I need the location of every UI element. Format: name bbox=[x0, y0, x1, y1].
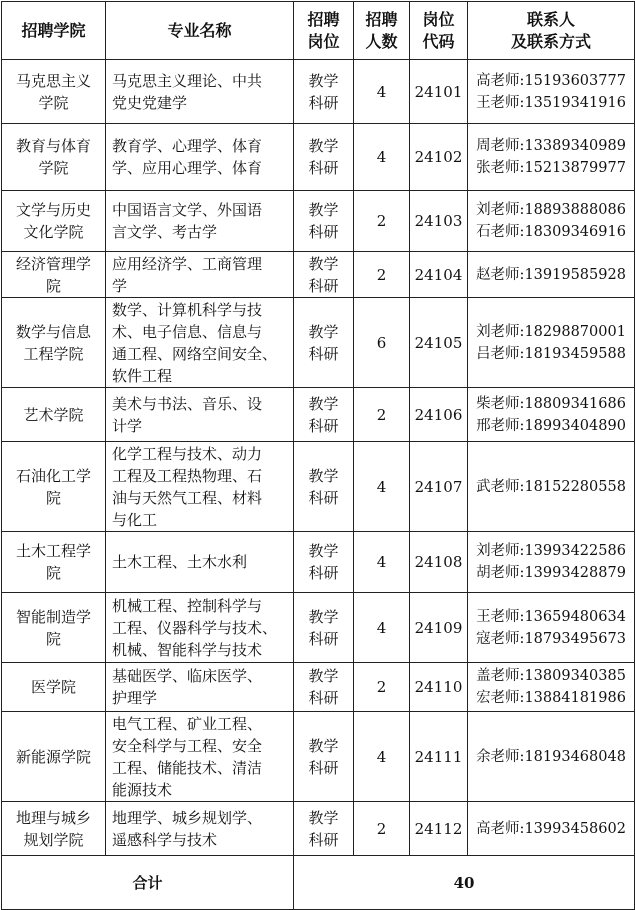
contact-cell bbox=[468, 532, 635, 593]
major-cell-line: 数学、计算机科学与技 bbox=[112, 300, 263, 319]
contact-cell-line: 邢老师:18993404890 bbox=[476, 417, 626, 434]
position-cell bbox=[294, 532, 354, 593]
college-cell-line: 地理与城乡 bbox=[15, 808, 91, 827]
contact-cell-line: 周老师:13389340989 bbox=[476, 138, 626, 154]
header-position bbox=[294, 2, 354, 60]
position-cell-line: 教学 bbox=[308, 394, 339, 413]
contact-cell bbox=[468, 802, 635, 856]
header-contact-line: 联系人 bbox=[526, 9, 575, 29]
contact-cell bbox=[468, 191, 635, 252]
major-cell-line: 工程、储能技术、清洁 bbox=[112, 758, 263, 777]
college-cell-line: 工程学院 bbox=[23, 344, 84, 363]
header-count-line: 招聘 bbox=[365, 9, 398, 29]
college-cell-line: 院 bbox=[45, 488, 61, 507]
position-cell-line: 教学 bbox=[308, 71, 339, 90]
code-cell: 24107 bbox=[410, 442, 468, 532]
major-cell bbox=[106, 60, 294, 124]
college-cell bbox=[2, 663, 106, 712]
college-cell bbox=[2, 442, 106, 532]
total-row bbox=[2, 856, 635, 910]
college-cell-line: 院 bbox=[45, 276, 61, 295]
table-row bbox=[2, 388, 635, 442]
major-cell-line: 学、应用心理学、体育 bbox=[112, 159, 263, 177]
count-cell: 4 bbox=[354, 532, 410, 593]
contact-cell-line: 余老师:18193468048 bbox=[476, 748, 626, 765]
header-count-line: 人数 bbox=[365, 31, 398, 51]
code-cell: 24105 bbox=[410, 298, 468, 388]
college-cell-line: 马克思主义 bbox=[15, 71, 91, 90]
contact-cell bbox=[468, 442, 635, 532]
position-cell-line: 教学 bbox=[308, 254, 339, 273]
college-cell-line: 文化学院 bbox=[23, 223, 84, 241]
contact-cell-line: 胡老师:13993428879 bbox=[476, 565, 626, 581]
table-body bbox=[2, 60, 635, 856]
position-cell-line: 科研 bbox=[308, 416, 339, 435]
college-cell bbox=[2, 60, 106, 124]
major-cell-line: 中国语言文学、外国语 bbox=[112, 201, 263, 219]
table-row bbox=[2, 663, 635, 712]
position-cell bbox=[294, 191, 354, 252]
position-cell-line: 教学 bbox=[308, 607, 339, 626]
table-row bbox=[2, 532, 635, 593]
college-cell-line: 智能制造学 bbox=[15, 607, 91, 626]
count-cell: 4 bbox=[354, 442, 410, 532]
header-code-line: 岗位 bbox=[422, 9, 455, 29]
position-cell bbox=[294, 124, 354, 191]
college-cell bbox=[2, 593, 106, 663]
contact-cell-line: 宏老师:13884181986 bbox=[476, 690, 626, 706]
major-cell bbox=[106, 191, 294, 252]
position-cell-line: 科研 bbox=[308, 629, 339, 648]
major-cell bbox=[106, 802, 294, 856]
major-cell bbox=[106, 532, 294, 593]
contact-cell-line: 赵老师:13919585928 bbox=[476, 266, 626, 283]
college-cell-line: 学院 bbox=[38, 159, 69, 177]
position-cell-line: 科研 bbox=[308, 830, 339, 849]
contact-cell-line: 武老师:18152280558 bbox=[476, 478, 626, 495]
major-cell bbox=[106, 252, 294, 298]
major-cell bbox=[106, 663, 294, 712]
college-cell-line: 院 bbox=[45, 629, 61, 648]
code-cell: 24101 bbox=[410, 60, 468, 124]
table-row bbox=[2, 298, 635, 388]
contact-cell-line: 高老师:13993458602 bbox=[476, 820, 626, 837]
contact-cell bbox=[468, 663, 635, 712]
college-cell-line: 学院 bbox=[38, 93, 69, 112]
major-cell bbox=[106, 442, 294, 532]
table-row bbox=[2, 712, 635, 802]
major-cell-line: 学 bbox=[112, 276, 128, 295]
major-cell-line: 油与天然气工程、材料 bbox=[112, 488, 263, 507]
contact-cell bbox=[468, 712, 635, 802]
contact-cell bbox=[468, 593, 635, 663]
major-cell-line: 软件工程 bbox=[112, 366, 173, 385]
major-cell bbox=[106, 388, 294, 442]
college-cell-line: 经济管理学 bbox=[15, 254, 91, 273]
college-cell bbox=[2, 532, 106, 593]
position-cell bbox=[294, 60, 354, 124]
contact-cell bbox=[468, 252, 635, 298]
count-cell: 2 bbox=[354, 663, 410, 712]
major-cell-line: 教育学、心理学、体育 bbox=[112, 137, 263, 155]
college-cell-line: 医学院 bbox=[30, 678, 76, 696]
count-cell: 4 bbox=[354, 712, 410, 802]
position-cell-line: 教学 bbox=[308, 542, 339, 560]
code-cell: 24109 bbox=[410, 593, 468, 663]
major-cell-line: 术、电子信息、信息与 bbox=[112, 322, 263, 341]
college-cell-line: 数学与信息 bbox=[15, 322, 91, 341]
recruitment-table bbox=[1, 1, 635, 910]
major-cell bbox=[106, 593, 294, 663]
major-cell-line: 遥感科学与技术 bbox=[112, 830, 218, 849]
header-contact-line: 及联系方式 bbox=[510, 31, 591, 51]
code-cell: 24112 bbox=[410, 802, 468, 856]
position-cell bbox=[294, 802, 354, 856]
position-cell-line: 科研 bbox=[308, 689, 339, 707]
position-cell-line: 教学 bbox=[308, 201, 339, 219]
position-cell-line: 教学 bbox=[308, 736, 339, 755]
major-cell-line: 工程及工程热物理、石 bbox=[112, 466, 263, 485]
major-cell-line: 化学工程与技术、动力 bbox=[112, 444, 263, 463]
position-cell-line: 科研 bbox=[308, 159, 339, 177]
position-cell-line: 教学 bbox=[308, 667, 339, 685]
college-cell bbox=[2, 712, 106, 802]
position-cell bbox=[294, 442, 354, 532]
position-cell-line: 科研 bbox=[308, 758, 339, 777]
contact-cell bbox=[468, 60, 635, 124]
header-position-line: 岗位 bbox=[307, 31, 340, 51]
position-cell-line: 科研 bbox=[308, 93, 339, 112]
code-cell: 24106 bbox=[410, 388, 468, 442]
college-cell-line: 石油化工学 bbox=[15, 466, 91, 485]
college-cell bbox=[2, 802, 106, 856]
college-cell-line: 新能源学院 bbox=[15, 747, 91, 766]
college-cell-line: 院 bbox=[45, 564, 61, 582]
count-cell: 6 bbox=[354, 298, 410, 388]
total-value: 40 bbox=[294, 856, 635, 910]
position-cell bbox=[294, 298, 354, 388]
college-cell-line: 规划学院 bbox=[23, 830, 84, 849]
total-label: 合计 bbox=[2, 856, 294, 910]
contact-cell-line: 王老师:13659480634 bbox=[476, 608, 626, 625]
code-cell: 24110 bbox=[410, 663, 468, 712]
table-row bbox=[2, 60, 635, 124]
position-cell-line: 科研 bbox=[308, 564, 339, 582]
code-cell: 24102 bbox=[410, 124, 468, 191]
count-cell: 2 bbox=[354, 252, 410, 298]
contact-cell-line: 柴老师:18809341686 bbox=[476, 395, 626, 412]
contact-cell-line: 石老师:18309346916 bbox=[476, 224, 626, 240]
major-cell-line: 安全科学与工程、安全 bbox=[112, 736, 263, 755]
code-cell: 24108 bbox=[410, 532, 468, 593]
table-row bbox=[2, 442, 635, 532]
count-cell: 2 bbox=[354, 191, 410, 252]
major-cell-line: 计学 bbox=[112, 416, 143, 435]
position-cell-line: 科研 bbox=[308, 344, 339, 363]
contact-cell bbox=[468, 124, 635, 191]
table-row bbox=[2, 124, 635, 191]
position-cell-line: 教学 bbox=[308, 137, 339, 155]
header-college: 招聘学院 bbox=[2, 2, 106, 60]
position-cell-line: 科研 bbox=[308, 223, 339, 241]
count-cell: 4 bbox=[354, 60, 410, 124]
count-cell: 4 bbox=[354, 124, 410, 191]
count-cell: 4 bbox=[354, 593, 410, 663]
position-cell bbox=[294, 712, 354, 802]
college-cell bbox=[2, 298, 106, 388]
contact-cell-line: 盖老师:13809340385 bbox=[476, 668, 626, 684]
major-cell-line: 基础医学、临床医学、 bbox=[112, 667, 263, 685]
code-cell: 24103 bbox=[410, 191, 468, 252]
major-cell-line: 言文学、考古学 bbox=[112, 223, 218, 241]
position-cell bbox=[294, 663, 354, 712]
position-cell-line: 教学 bbox=[308, 322, 339, 341]
college-cell bbox=[2, 388, 106, 442]
major-cell bbox=[106, 298, 294, 388]
major-cell-line: 美术与书法、音乐、设 bbox=[112, 394, 263, 413]
header-position-line: 招聘 bbox=[307, 9, 340, 29]
major-cell-line: 马克思主义理论、中共 bbox=[112, 71, 263, 90]
contact-cell-line: 王老师:13519341916 bbox=[476, 94, 626, 111]
major-cell-line: 机械、智能科学与技术 bbox=[112, 640, 263, 659]
header-count bbox=[354, 2, 410, 60]
position-cell-line: 教学 bbox=[308, 808, 339, 827]
contact-cell-line: 刘老师:18298870001 bbox=[476, 323, 626, 340]
table-row bbox=[2, 191, 635, 252]
header-contact bbox=[468, 2, 635, 60]
major-cell-line: 党史党建学 bbox=[112, 93, 188, 112]
major-cell-line: 机械工程、控制科学与 bbox=[112, 596, 263, 615]
major-cell-line: 工程、仪器科学与技术、 bbox=[112, 618, 278, 637]
code-cell: 24111 bbox=[410, 712, 468, 802]
major-cell-line: 与化工 bbox=[112, 510, 158, 529]
major-cell-line: 通工程、网络空间安全、 bbox=[112, 344, 278, 363]
position-cell bbox=[294, 252, 354, 298]
position-cell-line: 科研 bbox=[308, 276, 339, 295]
major-cell-line: 应用经济学、工商管理 bbox=[112, 254, 263, 273]
table-row bbox=[2, 252, 635, 298]
count-cell: 2 bbox=[354, 802, 410, 856]
major-cell-line: 能源技术 bbox=[112, 780, 173, 799]
header-code bbox=[410, 2, 468, 60]
college-cell-line: 文学与历史 bbox=[15, 201, 91, 219]
contact-cell-line: 吕老师:18193459588 bbox=[476, 345, 626, 362]
contact-cell-line: 张老师:15213879977 bbox=[476, 160, 626, 176]
count-cell: 2 bbox=[354, 388, 410, 442]
college-cell-line: 艺术学院 bbox=[23, 405, 84, 424]
position-cell bbox=[294, 593, 354, 663]
header-major: 专业名称 bbox=[106, 2, 294, 60]
contact-cell-line: 刘老师:18893888086 bbox=[476, 202, 626, 218]
contact-cell-line: 寇老师:18793495673 bbox=[476, 630, 626, 647]
major-cell bbox=[106, 124, 294, 191]
table-row bbox=[2, 593, 635, 663]
contact-cell-line: 高老师:15193603777 bbox=[476, 72, 626, 89]
major-cell bbox=[106, 712, 294, 802]
contact-cell-line: 刘老师:13993422586 bbox=[476, 543, 626, 559]
header-code-line: 代码 bbox=[422, 31, 455, 51]
contact-cell bbox=[468, 298, 635, 388]
table-row bbox=[2, 802, 635, 856]
major-cell-line: 地理学、城乡规划学、 bbox=[112, 808, 263, 827]
college-cell-line: 土木工程学 bbox=[15, 542, 91, 560]
college-cell bbox=[2, 191, 106, 252]
major-cell-line: 护理学 bbox=[112, 689, 158, 707]
position-cell-line: 科研 bbox=[308, 488, 339, 507]
major-cell-line: 电气工程、矿业工程、 bbox=[112, 714, 263, 733]
header-row bbox=[2, 2, 635, 60]
position-cell bbox=[294, 388, 354, 442]
code-cell: 24104 bbox=[410, 252, 468, 298]
contact-cell bbox=[468, 388, 635, 442]
college-cell-line: 教育与体育 bbox=[15, 137, 91, 155]
college-cell bbox=[2, 252, 106, 298]
position-cell-line: 教学 bbox=[308, 466, 339, 485]
major-cell-line: 土木工程、土木水利 bbox=[112, 553, 248, 571]
college-cell bbox=[2, 124, 106, 191]
